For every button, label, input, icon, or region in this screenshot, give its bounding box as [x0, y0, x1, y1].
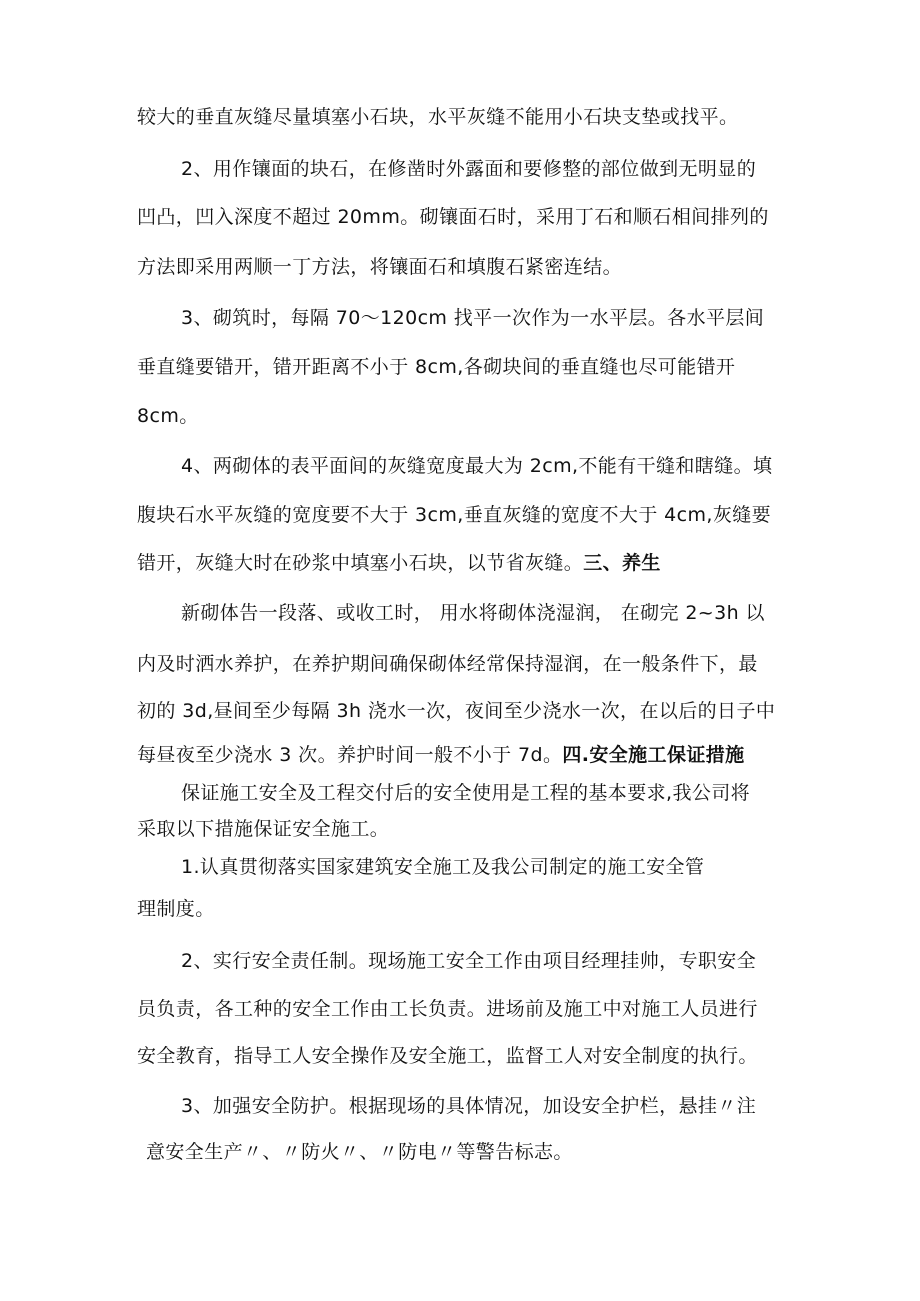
text-line: 员负责，各工种的安全工作由工长负责。进场前及施工中对施工人员进行 [137, 998, 758, 1020]
text-line: 1.认真贯彻落实国家建筑安全施工及我公司制定的施工安全管 [181, 856, 705, 878]
text-line: 保证施工安全及工程交付后的安全使用是工程的基本要求,我公司将 [181, 782, 751, 804]
section-heading: 四.安全施工保证措施 [562, 744, 745, 766]
text-line: 凹凸，凹入深度不超过 20mm。砌镶面石时，采用丁石和顺石相间排列的 [137, 206, 769, 228]
text-line: 垂直缝要错开，错开距离不小于 8cm,各砌块间的垂直缝也尽可能错开 [137, 356, 736, 378]
text-line: 意安全生产〃、〃防火〃、〃防电〃等警告标志。 [146, 1141, 573, 1163]
text-line: 4、两砌体的表平面间的灰缝宽度最大为 2cm,不能有干缝和瞎缝。填 [181, 455, 773, 477]
text-line: 安全教育，指导工人安全操作及安全施工，监督工人对安全制度的执行。 [137, 1045, 758, 1067]
text-line: 新砌体告一段落、或收工时， 用水将砌体浇湿润， 在砌完 2~3h 以 [181, 602, 765, 624]
text-line [137, 741, 745, 769]
text-line: 内及时洒水养护，在养护期间确保砌体经常保持湿润，在一般条件下，最 [137, 653, 758, 675]
text-line [137, 549, 661, 577]
text-line: 2、用作镶面的块石，在修凿时外露面和要修整的部位做到无明显的 [181, 158, 757, 180]
text-line: 8cm。 [137, 405, 199, 427]
text-segment: 错开，灰缝大时在砂浆中填塞小石块，以节省灰缝。 [137, 552, 584, 574]
text-line: 采取以下措施保证安全施工。 [137, 818, 390, 840]
text-line: 方法即采用两顺一丁方法，将镶面石和填腹石紧密连结。 [137, 256, 623, 278]
text-line: 理制度。 [137, 898, 215, 920]
text-line: 3、砌筑时，每隔 70～120cm 找平一次作为一水平层。各水平层间 [181, 307, 765, 329]
text-line: 2、实行安全责任制。现场施工安全工作由项目经理挂帅，专职安全 [181, 950, 757, 972]
text-segment: 每昼夜至少浇水 3 次。养护时间一般不小于 7d。 [137, 744, 563, 766]
text-line: 初的 3d,昼间至少每隔 3h 浇水一次，夜间至少浇水一次，在以后的日子中 [137, 700, 776, 722]
section-heading: 三、养生 [583, 552, 661, 574]
text-line: 3、加强安全防护。根据现场的具体情况，加设安全护栏，悬挂〃注 [181, 1095, 757, 1117]
text-line: 腹块石水平灰缝的宽度要不大于 3cm,垂直灰缝的宽度不大于 4cm,灰缝要 [137, 504, 772, 526]
text-line: 较大的垂直灰缝尽量填塞小石块，水平灰缝不能用小石块支垫或找平。 [137, 106, 739, 128]
